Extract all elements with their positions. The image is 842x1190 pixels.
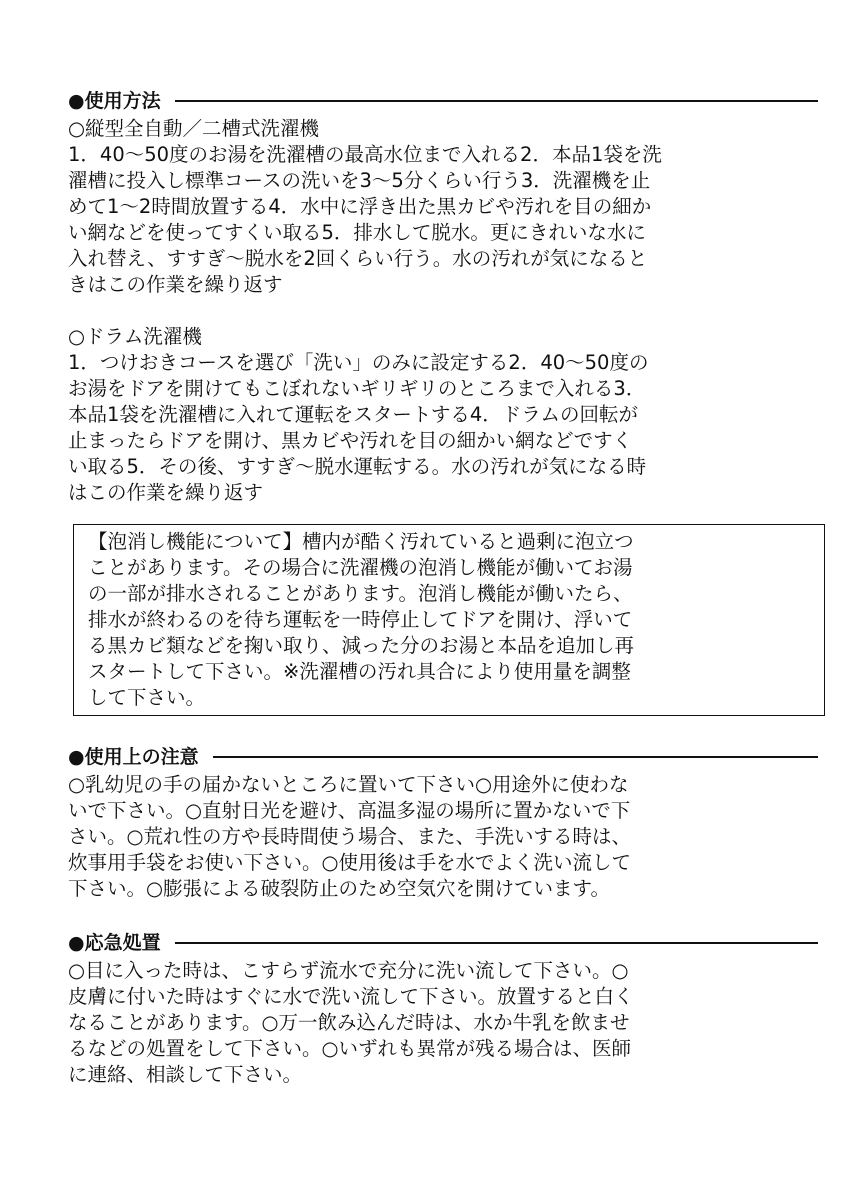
usage-section-header — [68, 88, 818, 114]
vertical-washer-steps: 1．40～50度のお湯を洗濯槽の最高水位まで入れる2．本品1袋を洗 濯槽に投入し標準コースの洗いを3～5分くらい行う3．洗濯機を止 めて1～2時間放置する4．水中に浮き出た黒カビや汚れを目の細か い網などを使ってすくい取る5．排水して脱水。更にきれいな水に 入れ替え、すすぎ～脱水を2回くらい行う。水の汚れが気になると きはこの作業を繰り返す — [68, 143, 662, 296]
vertical-washer-title: ○縦型全自動／二槽式洗濯機 — [68, 117, 320, 140]
heading-rule — [175, 100, 818, 102]
first-aid-section-header — [68, 930, 818, 956]
precautions-text: ○乳幼児の手の届かないところに置いて下さい○用途外に使わな いで下さい。○直射日光を避け、高温多湿の場所に置かないで下 さい。○荒れ性の方や長時間使う場合、また、手洗いする時は、 炊事用手袋をお使い下さい。○使用後は手を水でよく洗い流して 下さい。○膨張による破裂防止のため空気穴を開けています。 — [68, 773, 632, 900]
foam-notice-box: 【泡消し機能について】槽内が酷く汚れていると過剰に泡立つ ことがあります。その場合に洗濯機の泡消し機能が働いてお湯 の一部が排水されることがあります。泡消し機能が働いたら、 排水が終わるのを待ち運転を一時停止してドアを開け、浮いて る黒カビ類などを掬い取り、減った分のお湯と本品を追加し再 スタートして下さい。※洗濯槽の汚れ具合により使用量を調整 して下さい。 — [73, 524, 825, 716]
heading-rule — [213, 756, 818, 758]
document-page — [68, 88, 818, 1088]
first-aid-heading: ●応急処置 — [68, 932, 161, 954]
heading-rule — [175, 942, 818, 944]
precautions-heading: ●使用上の注意 — [68, 746, 199, 768]
drum-washer-title: ○ドラム洗濯機 — [68, 325, 202, 348]
first-aid-text: ○目に入った時は、こすらず流水で充分に洗い流して下さい。○ 皮膚に付いた時はすぐに水で洗い流して下さい。放置すると白く なることがあります。○万一飲み込んだ時は、水か牛乳を飲ませ るなどの処置をして下さい。○いずれも異常が残る場合は、医師 に連絡、相談して下さい。 — [68, 959, 634, 1086]
precautions-section-header — [68, 744, 818, 770]
usage-heading: ●使用方法 — [68, 90, 161, 112]
drum-washer-steps: 1．つけおきコースを選び「洗い」のみに設定する2．40～50度の お湯をドアを開けてもこぼれないギリギリのところまで入れる3． 本品1袋を洗濯槽に入れて運転をスタートする4．ドラムの回転が 止まったらドアを開け、黒カビや汚れを目の細かい網などですく い取る5．その後、すすぎ～脱水運転する。水の汚れが気になる時 はこの作業を繰り返す — [68, 351, 649, 504]
